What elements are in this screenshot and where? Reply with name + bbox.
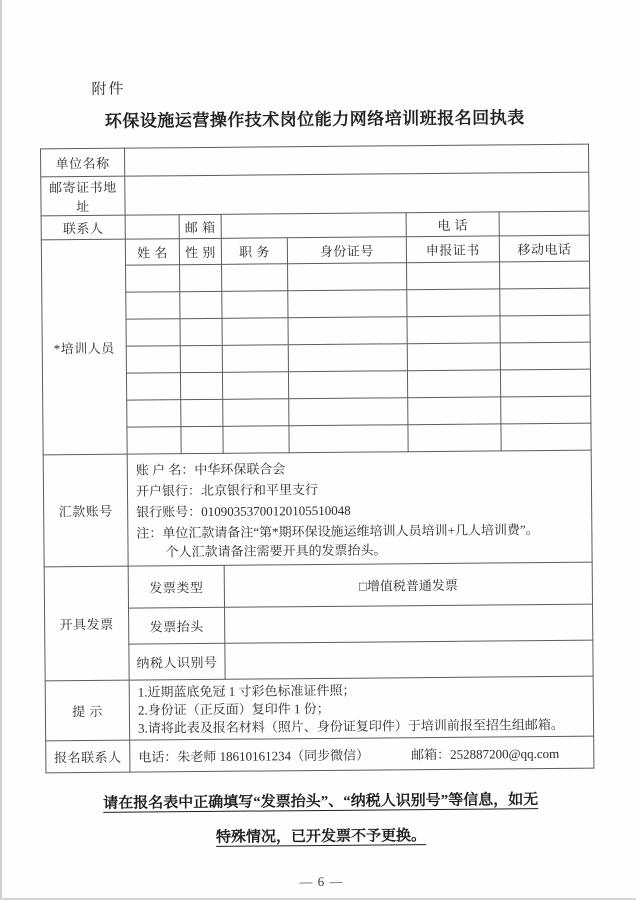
- footer-note: [46, 783, 597, 858]
- registration-contact-email: 邮箱：252887200@qq.com: [411, 745, 560, 763]
- registration-contact-content: [130, 736, 594, 772]
- remittance-account-name: 账 户 名：中华环保联合会: [135, 461, 286, 478]
- phone-label: 电 话: [406, 212, 499, 237]
- hints-row: [45, 676, 594, 741]
- footer-note-line-1: 请在报名表中正确填写“发票抬头”、“纳税人识别号”等信息，如无: [103, 792, 539, 812]
- remittance-bank: 开户银行：北京银行和平里支行: [135, 481, 319, 499]
- invoice-title-value: [225, 604, 593, 643]
- mail-address-label: 邮寄证书地址: [41, 176, 125, 216]
- invoice-type-row: [44, 562, 592, 609]
- invoice-type-label: 发票类型: [128, 565, 224, 608]
- unit-name-value: [125, 144, 589, 176]
- page-title: 环保设施运营操作技术岗位能力网络培训班报名回执表: [104, 108, 525, 131]
- col-gender: 性 别: [179, 238, 221, 264]
- tax-id-value: [225, 640, 593, 679]
- registration-contact-label: 报名联系人: [46, 740, 130, 773]
- hints-content: [129, 676, 594, 740]
- invoice-type-value: [224, 562, 592, 607]
- col-certificate: 申报证书: [406, 236, 499, 263]
- remittance-note-2: 个人汇款请备注需要开具的发票抬头。: [165, 542, 387, 560]
- trainees-label: *培训人员: [41, 239, 127, 455]
- remittance-account-no: 银行账号：01090353700120105510048: [136, 502, 351, 520]
- invoice-label: 开具发票: [44, 566, 129, 681]
- invoice-title-label: 发票抬头: [129, 607, 225, 644]
- invoice-type-text: 增值税普通发票: [366, 577, 458, 594]
- registration-form-table: [40, 144, 594, 774]
- unit-name-label: 单位名称: [41, 148, 125, 177]
- attachment-label: 附件: [91, 81, 126, 98]
- registration-contact-phone: 电话：朱老师 18610161234（同步微信）: [138, 747, 370, 765]
- hint-item-2: 2.身份证（正反面）复印件 1 份；: [137, 700, 330, 718]
- page-number: — 6 —: [299, 873, 344, 890]
- tax-id-label: 纳税人识别号: [129, 643, 225, 680]
- checkbox-icon: □: [358, 578, 367, 594]
- mail-address-value: [125, 172, 589, 215]
- document-content: [39, 74, 596, 893]
- mail-address-row: [41, 172, 589, 216]
- remittance-label: 汇款账号: [43, 454, 128, 567]
- col-mobile: 移动电话: [499, 235, 589, 262]
- remittance-note-1: 注：单位汇款请备注“第*期环保设施运维培训人员培训+几人培训费”。: [136, 522, 539, 541]
- hints-label: 提 示: [45, 680, 130, 741]
- email-label: 邮 箱: [179, 214, 221, 238]
- col-position: 职 务: [221, 238, 287, 265]
- col-id-number: 身份证号: [287, 237, 406, 264]
- email-value: [221, 213, 406, 239]
- registration-contact-row: [46, 736, 594, 773]
- hint-item-1: 1.近期蓝底免冠 1 寸彩色标准证件照；: [137, 682, 356, 700]
- col-name: 姓 名: [125, 239, 179, 265]
- hint-item-3: 3.请将此表及报名材料（照片、身份证复印件）于培训前报至招生组邮箱。: [138, 716, 564, 736]
- remittance-content: [127, 450, 592, 566]
- contact-label: 联系人: [41, 215, 125, 240]
- scan-edge-left: [0, 0, 2, 900]
- remittance-row: [43, 450, 592, 567]
- footer-note-line-2: 特殊情况，已开发票不予更换。: [215, 828, 427, 846]
- phone-value: [499, 211, 589, 236]
- contact-value: [125, 215, 179, 239]
